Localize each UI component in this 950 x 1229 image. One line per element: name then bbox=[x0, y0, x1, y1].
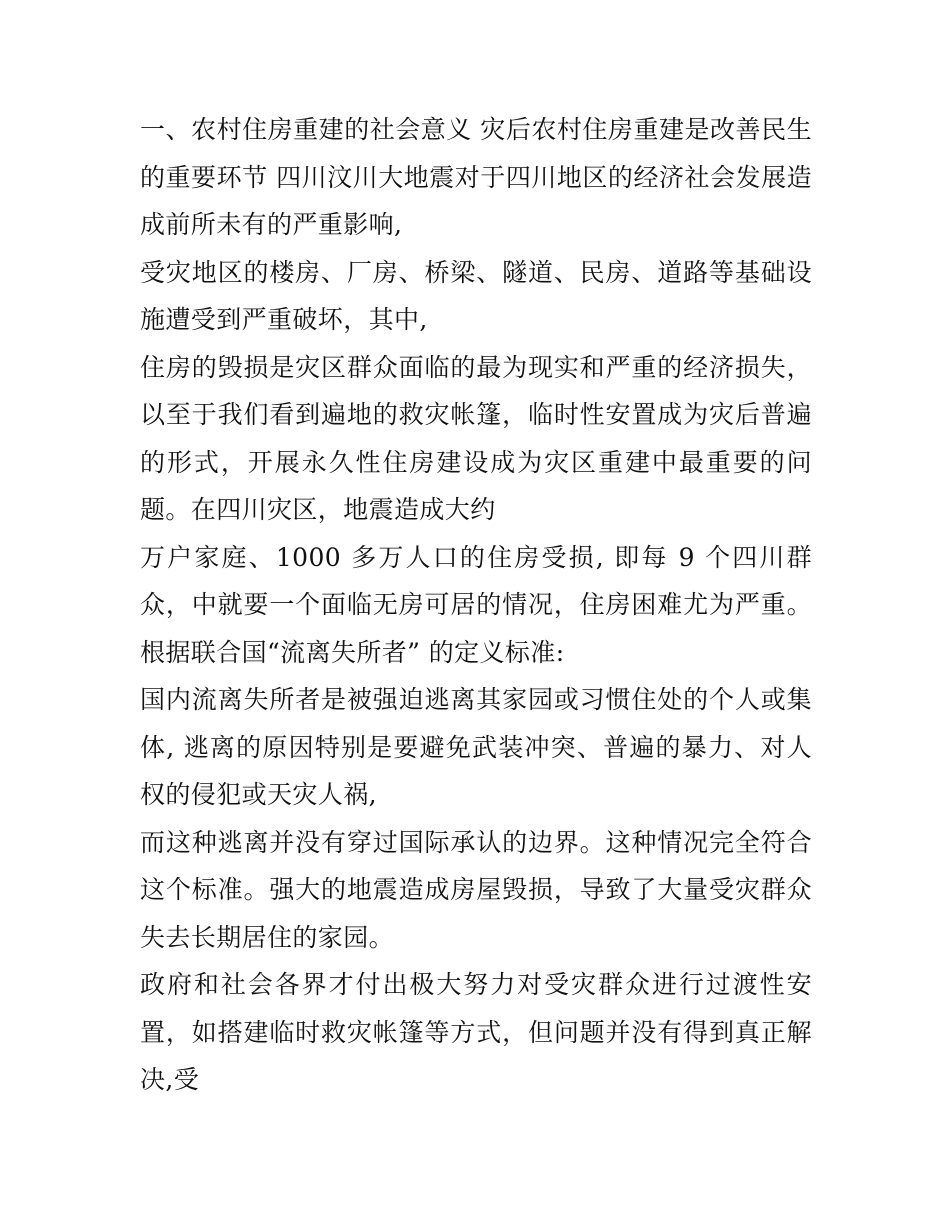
paragraph-1: 一、农村住房重建的社会意义 灾后农村住房重建是改善民生的重要环节 四川汶川大地震对于四川地区的经济社会发展造成前所未有的严重影响, bbox=[140, 115, 812, 239]
paragraph-7: 政府和社会各界才付出极大努力对受灾群众进行过渡性安置，如搭建临时救灾帐篷等方式，但问题并没有得到真正解决,受 bbox=[140, 970, 812, 1094]
paragraph-3: 住房的毁损是灾区群众面临的最为现实和严重的经济损失，以至于我们看到遍地的救灾帐篷，临时性安置成为灾后普遍的形式，开展永久性住房建设成为灾区重建中最重要的问题。在四川灾区，地震造成大约 bbox=[140, 352, 812, 524]
document-body bbox=[140, 106, 812, 1104]
paragraph-6: 而这种逃离并没有穿过国际承认的边界。这种情况完全符合这个标准。强大的地震造成房屋毁损，导致了大量受灾群众失去长期居住的家园。 bbox=[140, 827, 812, 952]
paragraph-4: 万户家庭、1000 多万人口的住房受损, 即每 9 个四川群众，中就要一个面临无房可居的情况，住房困难尤为严重。根据联合国“流离失所者” 的定义标准: bbox=[140, 542, 812, 667]
paragraph-2: 受灾地区的楼房、厂房、桥梁、隧道、民房、道路等基础设施遭受到严重破坏，其中, bbox=[140, 257, 812, 334]
paragraph-5: 国内流离失所者是被强迫逃离其家园或习惯住处的个人或集体, 逃离的原因特别是要避免武装冲突、普遍的暴力、对人权的侵犯或天灾人祸, bbox=[140, 685, 812, 809]
